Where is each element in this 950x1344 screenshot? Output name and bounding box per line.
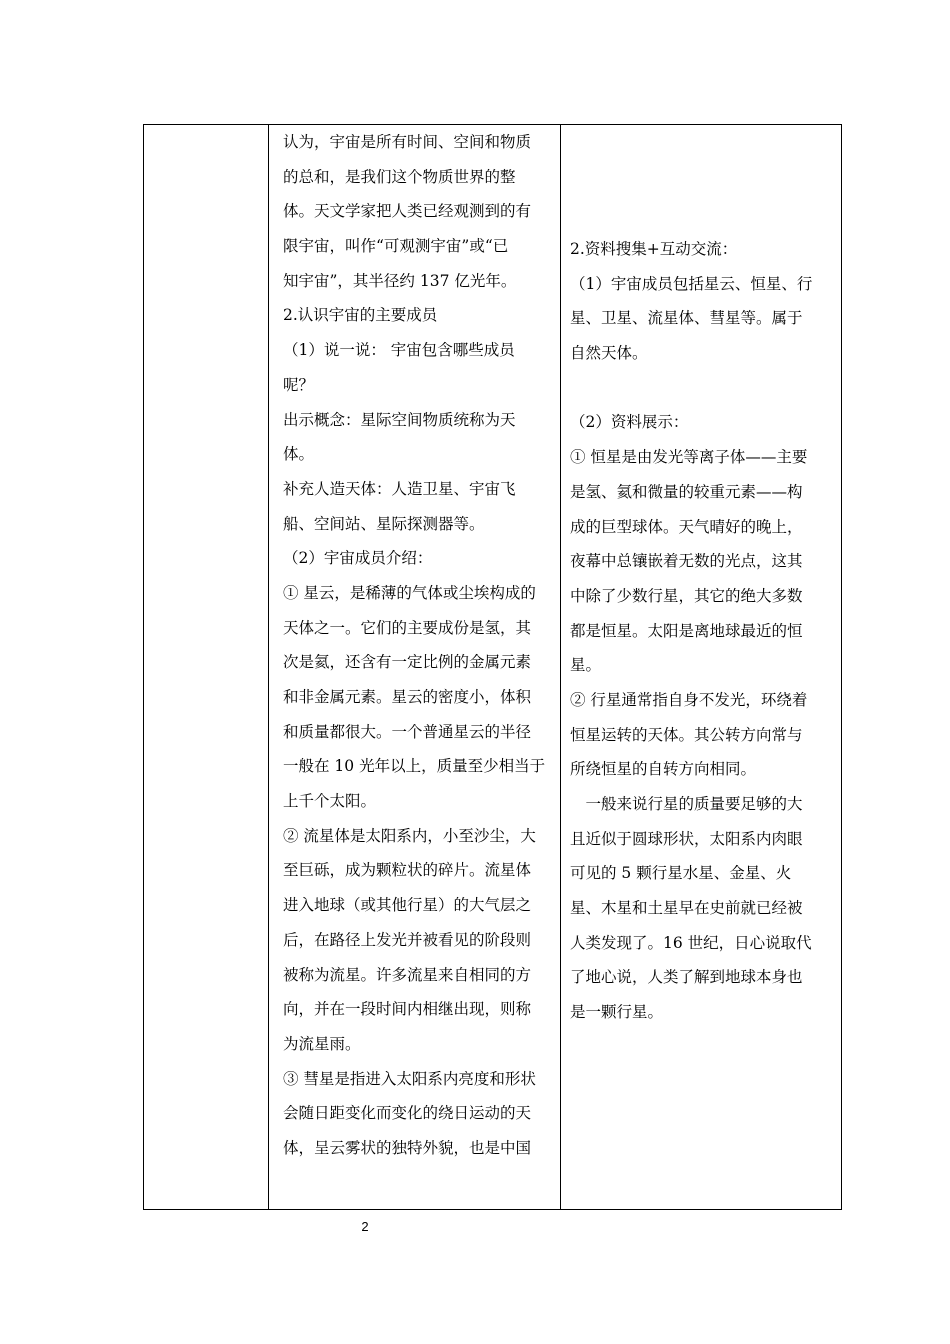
text-line: （1）说一说： 宇宙包含哪些成员 xyxy=(283,341,515,360)
text-line: 认为，宇宙是所有时间、空间和物质 xyxy=(283,133,532,151)
text-line: ② 流星体是太阳系内，小至沙尘，大 xyxy=(283,826,536,845)
text-line: 星、木星和土星早在史前就已经被 xyxy=(570,899,803,918)
section-heading: 2.认识宇宙的主要成员 xyxy=(283,306,438,325)
text-line: 船、空间站、星际探测器等。 xyxy=(283,514,485,533)
lesson-table xyxy=(143,124,842,1210)
blank-line xyxy=(570,371,839,406)
text-line: 人类发现了。16 世纪，日心说取代 xyxy=(570,933,812,952)
text-line: 成的巨型球体。天气晴好的晚上， xyxy=(570,517,803,536)
column-spacer xyxy=(570,125,839,232)
text-line: 一般在 10 光年以上，质量至少相当于 xyxy=(283,757,546,776)
text-line: 天体之一。它们的主要成份是氢，其 xyxy=(283,618,532,637)
text-line: 至巨砾，成为颗粒状的碎片。流星体 xyxy=(283,861,532,880)
text-line: 自然天体。 xyxy=(570,344,648,363)
text-line: 的总和，是我们这个物质世界的整 xyxy=(283,167,516,186)
text-line: 知宇宙”，其半径约 137 亿光年。 xyxy=(283,271,517,290)
text-line: 会随日距变化而变化的绕日运动的天 xyxy=(283,1104,532,1123)
text-line: （2）资料展示： xyxy=(570,413,689,432)
text-line: （1）宇宙成员包括星云、恒星、行 xyxy=(570,274,813,293)
column-divider-2 xyxy=(560,125,561,1209)
text-line: 是一颗行星。 xyxy=(570,1003,664,1022)
text-line: 是氢、氦和微量的较重元素——构 xyxy=(570,482,803,501)
section-heading: 2.资料搜集+互动交流： xyxy=(570,240,738,258)
text-line: 星、卫星、流星体、彗星等。属于 xyxy=(570,309,803,328)
text-line: 补充人造天体：人造卫星、宇宙飞 xyxy=(283,479,516,498)
column-divider-1 xyxy=(268,125,269,1209)
text-line: 体。天文学家把人类已经观测到的有 xyxy=(283,202,532,221)
text-line: 所绕恒星的自转方向相同。 xyxy=(570,760,757,779)
text-line: 向，并在一段时间内相继出现，则称 xyxy=(283,1000,532,1019)
text-line: ② 行星通常指自身不发光，环绕着 xyxy=(570,690,808,709)
text-line: 且近似于圆球形状，太阳系内肉眼 xyxy=(570,829,803,848)
text-line: 呢？ xyxy=(283,375,315,394)
text-line: 后，在路径上发光并被看见的阶段则 xyxy=(283,930,532,949)
text-line: 和非金属元素。星云的密度小，体积 xyxy=(283,688,532,706)
text-line: 体，呈云雾状的独特外貌，也是中国 xyxy=(283,1138,532,1157)
text-line: ① 星云，是稀薄的气体或尘埃构成的 xyxy=(283,583,536,602)
left-column-empty xyxy=(144,125,268,1209)
text-line: 一般来说行星的质量要足够的大 xyxy=(570,795,803,813)
teacher-activity-column xyxy=(275,125,558,1209)
text-line: 限宇宙，叫作“可观测宇宙”或“已 xyxy=(283,237,509,256)
text-line: 被称为流星。许多流星来自相同的方 xyxy=(283,965,532,984)
text-line: 都是恒星。太阳是离地球最近的恒 xyxy=(570,621,803,640)
text-line: 体。 xyxy=(283,445,315,464)
text-line: 了地心说，人类了解到地球本身也 xyxy=(570,968,803,987)
text-line: 进入地球（或其他行星）的大气层之 xyxy=(283,896,532,915)
text-line: 星。 xyxy=(570,656,602,675)
text-line: 出示概念：星际空间物质统称为天 xyxy=(283,410,516,429)
text-line: ③ 彗星是指进入太阳系内亮度和形状 xyxy=(283,1069,536,1088)
text-line: 和质量都很大。一个普通星云的半径 xyxy=(283,722,532,741)
text-line: 中除了少数行星，其它的绝大多数 xyxy=(570,586,803,605)
page-number: 2 xyxy=(361,1219,369,1234)
text-line: 次是氦，还含有一定比例的金属元素 xyxy=(283,653,532,672)
text-line: 恒星运转的天体。其公转方向常与 xyxy=(570,725,803,744)
text-line: 上千个太阳。 xyxy=(283,792,377,811)
text-line: 夜幕中总镶嵌着无数的光点，这其 xyxy=(570,552,803,571)
text-line: （2）宇宙成员介绍： xyxy=(283,549,433,568)
text-line: 可见的 5 颗行星水星、金星、火 xyxy=(570,864,792,883)
text-line: ① 恒星是由发光等离子体——主要 xyxy=(570,448,808,467)
student-activity-column xyxy=(567,125,839,1209)
text-line: 为流星雨。 xyxy=(283,1034,361,1053)
